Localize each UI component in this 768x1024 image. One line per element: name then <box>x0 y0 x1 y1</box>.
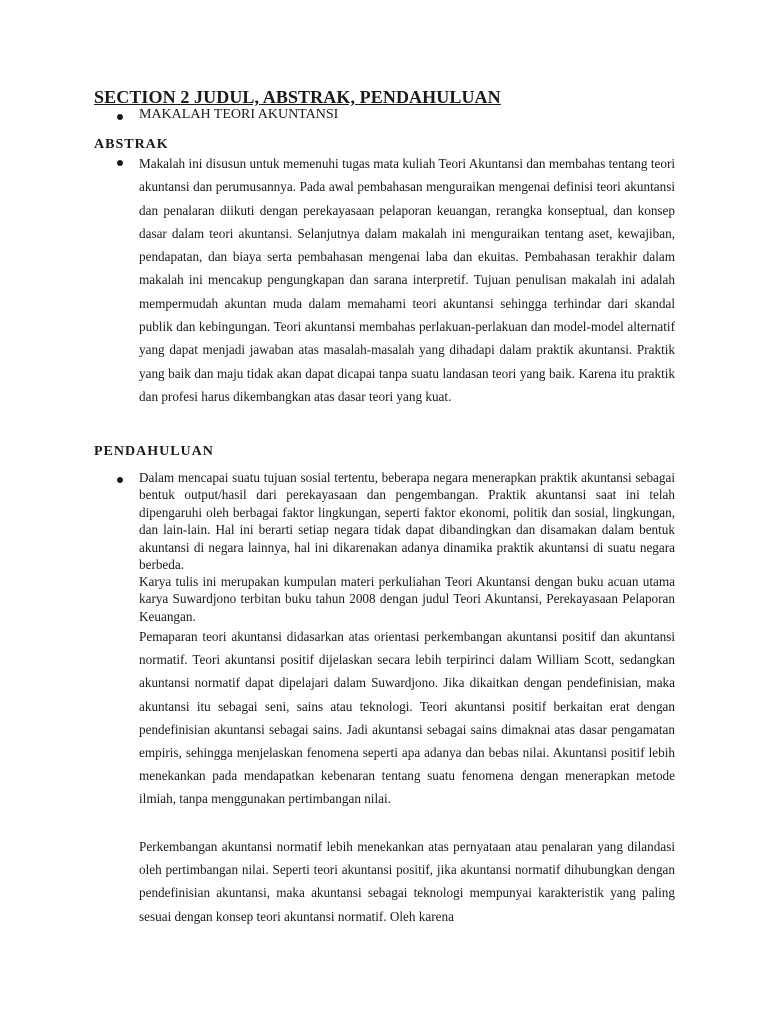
pendahuluan-paragraph-4: Perkembangan akuntansi normatif lebih menekankan atas pernyataan atau penalaran yang dilandasi oleh pertimbangan nilai. Seperti teori akuntansi positif, jika akuntansi normatif dihubungkan dengan pendefinisian akuntansi, maka akuntansi sebagai teknologi mempunyai karakteristik yang paling sesuai dengan konsep teori akuntansi normatif. Oleh karena <box>139 839 675 924</box>
pendahuluan-paragraph-1: Dalam mencapai suatu tujuan sosial tertentu, beberapa negara menerapkan praktik akuntansi sebagai bentuk output/hasil dari perekayasaan dan pengembangan. Praktik akuntansi saat ini telah dipengaruhi oleh berbagai faktor lingkungan, seperti faktor ekonomi, politik dan sosial, lingkungan, dan lain-lain. Hal ini berarti setiap negara tidak dapat dibandingkan dan disamakan dalam bentuk akuntansi di negara lainnya, hal ini dikarenakan adanya dinamika praktik akuntansi di suatu negara berbeda. <box>139 470 675 573</box>
pendahuluan-heading: PENDAHULUAN <box>94 444 214 459</box>
pendahuluan-paragraph-3: Pemaparan teori akuntansi didasarkan atas orientasi perkembangan akuntansi positif dan akuntansi normatif. Teori akuntansi positif dijelaskan secara lebih terpirinci dalam William Scott, sedangkan akuntansi normatif dapat dipelajari dalam Suwardjono. Jika dikaitkan dengan pendefinisian, maka akuntansi itu sebagai seni, sains atau teknologi. Teori akuntansi positif berkaitan erat dengan pendefinisian akuntansi sebagai sains. Jadi akuntansi sebagai sains dimaknai atas dasar pengamatan empiris, sehingga menjelaskan fenomena seperti apa adanya dan bebas nilai. Akuntansi positif lebih menekankan pada mendapatkan kebenaran tentang suatu fenomena dengan menerapkan metode ilmiah, tanpa menggunakan pertimbangan nilai. <box>139 629 675 807</box>
abstrak-heading: ABSTRAK <box>94 137 169 152</box>
bullet-icon <box>117 114 123 120</box>
bullet-icon <box>117 477 123 483</box>
section-title: SECTION 2 JUDUL, ABSTRAK, PENDAHULUAN <box>94 87 501 107</box>
pendahuluan-paragraph-2: Karya tulis ini merupakan kumpulan materi perkuliahan Teori Akuntansi dengan buku acuan utama karya Suwardjono terbitan buku tahun 2008 dengan judul Teori Akuntansi, Perekayasaan Pelaporan Keuangan. <box>139 574 675 624</box>
bullet-icon <box>117 160 123 166</box>
subtitle-item: MAKALAH TEORI AKUNTANSI <box>139 107 339 122</box>
abstrak-paragraph: Makalah ini disusun untuk memenuhi tugas mata kuliah Teori Akuntansi dan membahas tentang teori akuntansi dan perumusannya. Pada awal pembahasan menguraikan mengenai definisi teori akuntansi dan penalaran diikuti dengan perekayasaan pelaporan keuangan, rerangka konseptual, dan konsep dasar dalam teori akuntansi. Selanjutnya dalam makalah ini menguraikan tentang aset, kewajiban, pendapatan, dan biaya serta pembahasan mengenai laba dan ekuitas. Pembahasan terakhir dalam makalah ini mencakup pengungkapan dan sarana interpretif. Tujuan penulisan makalah ini adalah mempermudah akuntan muda dalam memahami teori akuntansi sehingga terhindar dari skandal publik dan kebingungan. Teori akuntansi membahas perlakuan-perlakuan dan model-model alternatif yang dapat menjadi jawaban atas masalah-masalah yang dihadapi dalam praktik akuntansi. Praktik yang baik dan maju tidak akan dapat dicapai tanpa suatu landasan teori yang baik. Karena itu praktik dan profesi harus dikembangkan atas dasar teori yang kuat. <box>139 156 675 404</box>
